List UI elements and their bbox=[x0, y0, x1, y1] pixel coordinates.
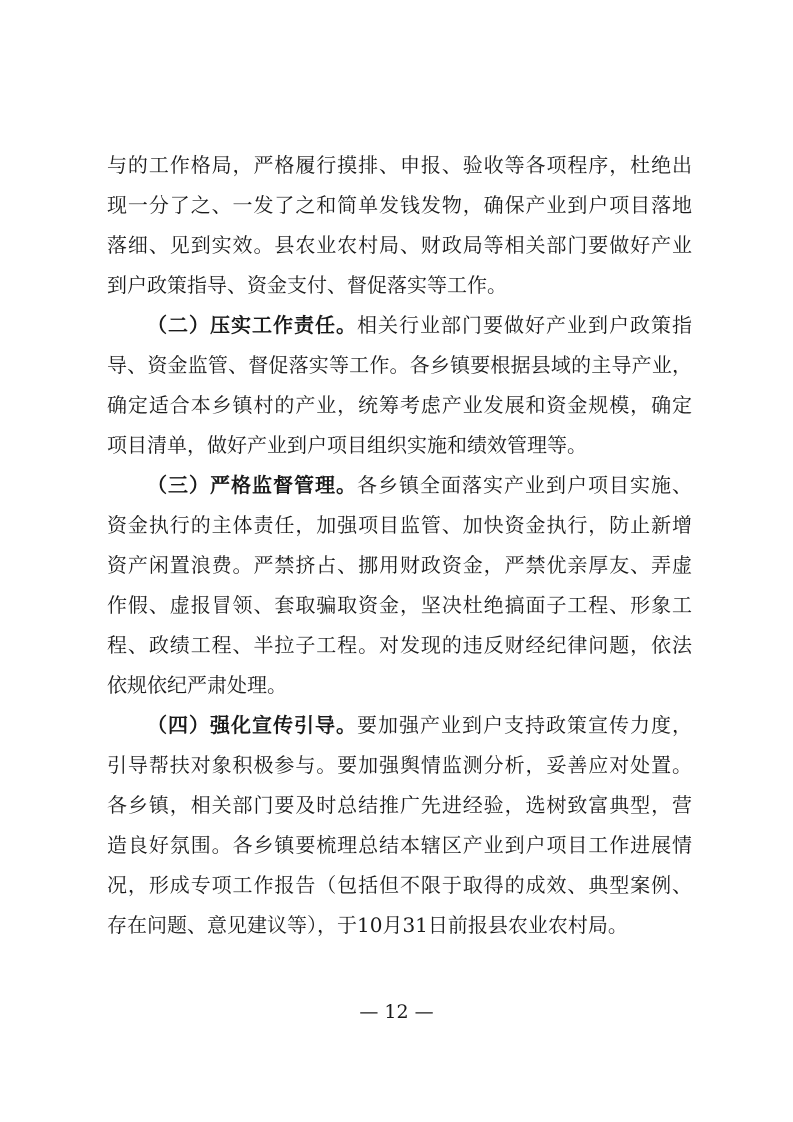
section-heading: （四）强化宣传引导。 bbox=[147, 713, 357, 737]
paragraph-line: 资金执行的主体责任，加强项目监管、加快资金执行，防止新增 bbox=[107, 513, 692, 537]
paragraph-line: 造良好氛围。各乡镇要梳理总结本辖区产业到户项目工作进展情 bbox=[107, 833, 692, 857]
section-heading: （三）严格监督管理。 bbox=[147, 473, 357, 497]
paragraph-text: 相关行业部门要做好产业到户政策指 bbox=[357, 313, 692, 337]
paragraph-line: 与的工作格局，严格履行摸排、申报、验收等各项程序，杜绝出 bbox=[107, 153, 692, 177]
document-body bbox=[107, 145, 692, 945]
paragraph-line: 落细、见到实效。县农业农村局、财政局等相关部门要做好产业 bbox=[107, 233, 692, 257]
paragraph-first-line bbox=[107, 305, 692, 345]
paragraph-first-line bbox=[107, 705, 692, 745]
paragraph-line: 存在问题、意见建议等），于10月31日前报县农业农村局。 bbox=[107, 913, 628, 937]
paragraph-line: 作假、虚报冒领、套取骗取资金，坚决杜绝搞面子工程、形象工 bbox=[107, 593, 692, 617]
paragraph-line: 况，形成专项工作报告（包括但不限于取得的成效、典型案例、 bbox=[107, 873, 692, 897]
paragraph-text: 各乡镇全面落实产业到户项目实施、 bbox=[357, 473, 692, 497]
paragraph-3 bbox=[107, 465, 692, 705]
section-heading: （二）压实工作责任。 bbox=[147, 313, 357, 337]
paragraph-line: 引导帮扶对象积极参与。要加强舆情监测分析，妥善应对处置。 bbox=[107, 753, 692, 777]
paragraph-1 bbox=[107, 145, 692, 305]
paragraph-line: 到户政策指导、资金支付、督促落实等工作。 bbox=[107, 273, 507, 297]
paragraph-line: 各乡镇，相关部门要及时总结推广先进经验，选树致富典型，营 bbox=[107, 793, 692, 817]
paragraph-line: 依规依纪严肃处理。 bbox=[107, 673, 287, 697]
paragraph-line: 资产闲置浪费。严禁挤占、挪用财政资金，严禁优亲厚友、弄虚 bbox=[107, 553, 692, 577]
paragraph-2 bbox=[107, 305, 692, 465]
paragraph-line: 导、资金监管、督促落实等工作。各乡镇要根据县域的主导产业， bbox=[107, 353, 692, 377]
page-number: — 12 — bbox=[359, 1001, 434, 1023]
paragraph-line: 程、政绩工程、半拉子工程。对发现的违反财经纪律问题，依法 bbox=[107, 633, 692, 657]
paragraph-line: 确定适合本乡镇村的产业，统筹考虑产业发展和资金规模，确定 bbox=[107, 393, 692, 417]
paragraph-line: 现一分了之、一发了之和简单发钱发物，确保产业到户项目落地 bbox=[107, 193, 692, 217]
paragraph-4 bbox=[107, 705, 692, 945]
paragraph-line: 项目清单，做好产业到户项目组织实施和绩效管理等。 bbox=[107, 433, 587, 457]
paragraph-text: 要加强产业到户支持政策宣传力度， bbox=[357, 713, 692, 737]
paragraph-first-line bbox=[107, 465, 692, 505]
